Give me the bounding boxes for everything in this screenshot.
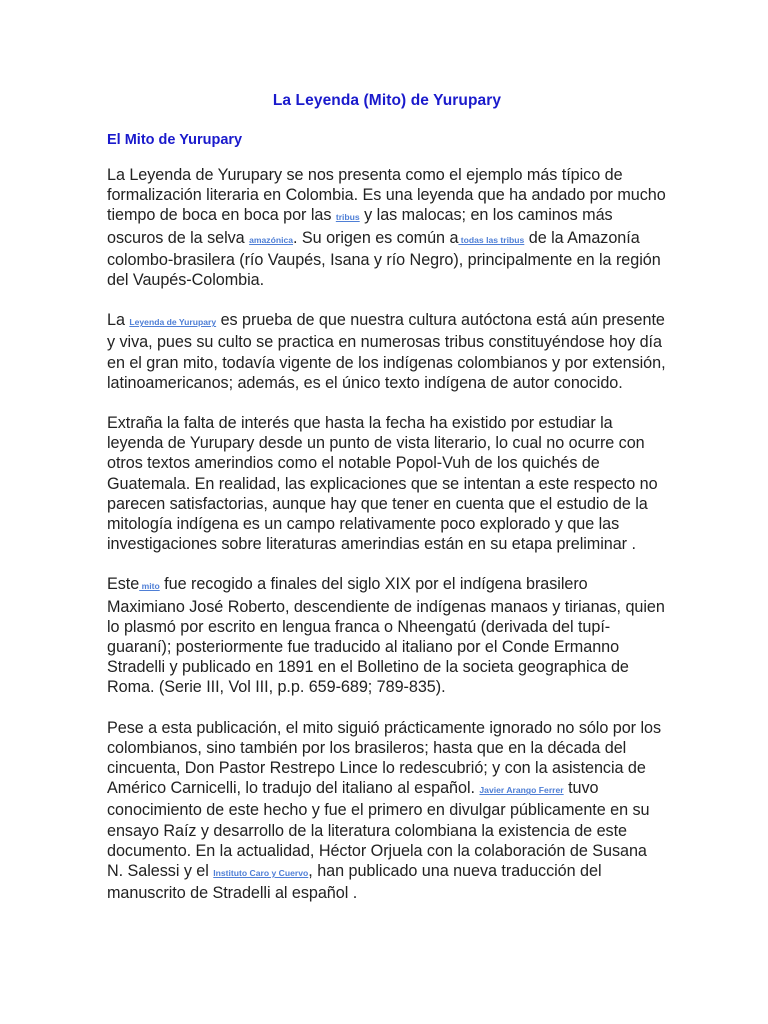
- link-tribus[interactable]: tribus: [335, 212, 360, 223]
- paragraph-text: La Leyenda de Yurupary se nos presenta como el ejemplo más típico de formalización literaria en Colombia. Es una leyenda que ha andado por mucho tiempo de boca en boca por las: [107, 166, 666, 225]
- link-instituto-caro-y-cuervo[interactable]: Instituto Caro y Cuervo: [213, 868, 309, 879]
- paragraph-2: [107, 310, 667, 393]
- link-mito[interactable]: mito: [139, 581, 160, 592]
- document-page: [107, 92, 667, 924]
- link-amazonica[interactable]: amazónica: [249, 234, 294, 245]
- page-title: La Leyenda (Mito) de Yurupary: [272, 92, 502, 109]
- paragraph-4: [107, 574, 667, 697]
- paragraph-text: . Su origen es común a: [293, 228, 459, 247]
- link-leyenda-de-yurupary[interactable]: Leyenda de Yurupary: [129, 317, 217, 328]
- paragraph-text: y las malocas; en los caminos más oscuros de la selva: [107, 206, 613, 247]
- link-javier-arango-ferrer[interactable]: Javier Arango Ferrer: [479, 785, 564, 796]
- paragraph-text: Pese a esta publicación, el mito siguió prácticamente ignorado no sólo por los colombianos, sino también por los brasileros; hasta que en la década del cincuenta, Don Pastor Restrepo Lince lo redescubrió; y con la asistencia de Américo Carnicelli, lo tradujo del italiano al español.: [107, 718, 661, 798]
- paragraph-text: La: [107, 311, 130, 330]
- paragraph-text: de la Amazonía colombo-brasilera (río Vaupés, Isana y río Negro), principalmente en la región del Vaupés-Colombia.: [107, 228, 661, 290]
- paragraph-1: [107, 165, 667, 290]
- paragraph-text: tuvo conocimiento de este hecho y fue el primero en divulgar públicamente en su ensayo Raíz y desarrollo de la literatura colombiana la existencia de este documento. En la actualidad, Héctor Orjuela con la colaboración de Susana N. Salessi y el: [107, 779, 650, 881]
- paragraph-text: Extraña la falta de interés que hasta la fecha ha existido por estudiar la leyenda de Yurupary desde un punto de vista literario, lo cual no ocurre con otros textos amerindios como el notable Popol-Vuh de los quichés de Guatemala. En realidad, las explicaciones que se intentan a este respecto no parecen satisfactorias, aunque hay que tener en cuenta que el estudio de la mitología indígena es un campo relativamente poco explorado y que las investigaciones sobre literaturas amerindias están en su etapa preliminar .: [107, 414, 658, 554]
- link-todas-las-tribus[interactable]: todas las tribus: [458, 234, 525, 245]
- paragraph-text: Este: [107, 575, 140, 594]
- paragraph-text: , han publicado una nueva traducción del manuscrito de Stradelli al español .: [107, 862, 602, 903]
- section-heading: El Mito de Yurupary: [107, 132, 243, 148]
- paragraph-5: [107, 718, 667, 904]
- paragraph-text: es prueba de que nuestra cultura autóctona está aún presente y viva, pues su culto se practica en numerosas tribus constituyéndose hoy día en el gran mito, todavía vigente de los indígenas colombianos y por extensión, latinoamericanos; además, es el único texto indígena de autor conocido.: [107, 311, 666, 392]
- paragraph-text: fue recogido a finales del siglo XIX por el indígena brasilero Maximiano José Roberto, descendiente de indígenas manaos y tirianas, quien lo plasmó por escrito en lengua franca o Nheengatú (derivada del tupí-guaraní); posteriormente fue traducido al italiano por el Conde Ermanno Stradelli y publicado en 1891 en el Bolletino de la societa geographica de Roma. (Serie III, Vol III, p.p. 659-689; 789-835).: [107, 575, 665, 697]
- paragraph-3: [107, 413, 667, 554]
